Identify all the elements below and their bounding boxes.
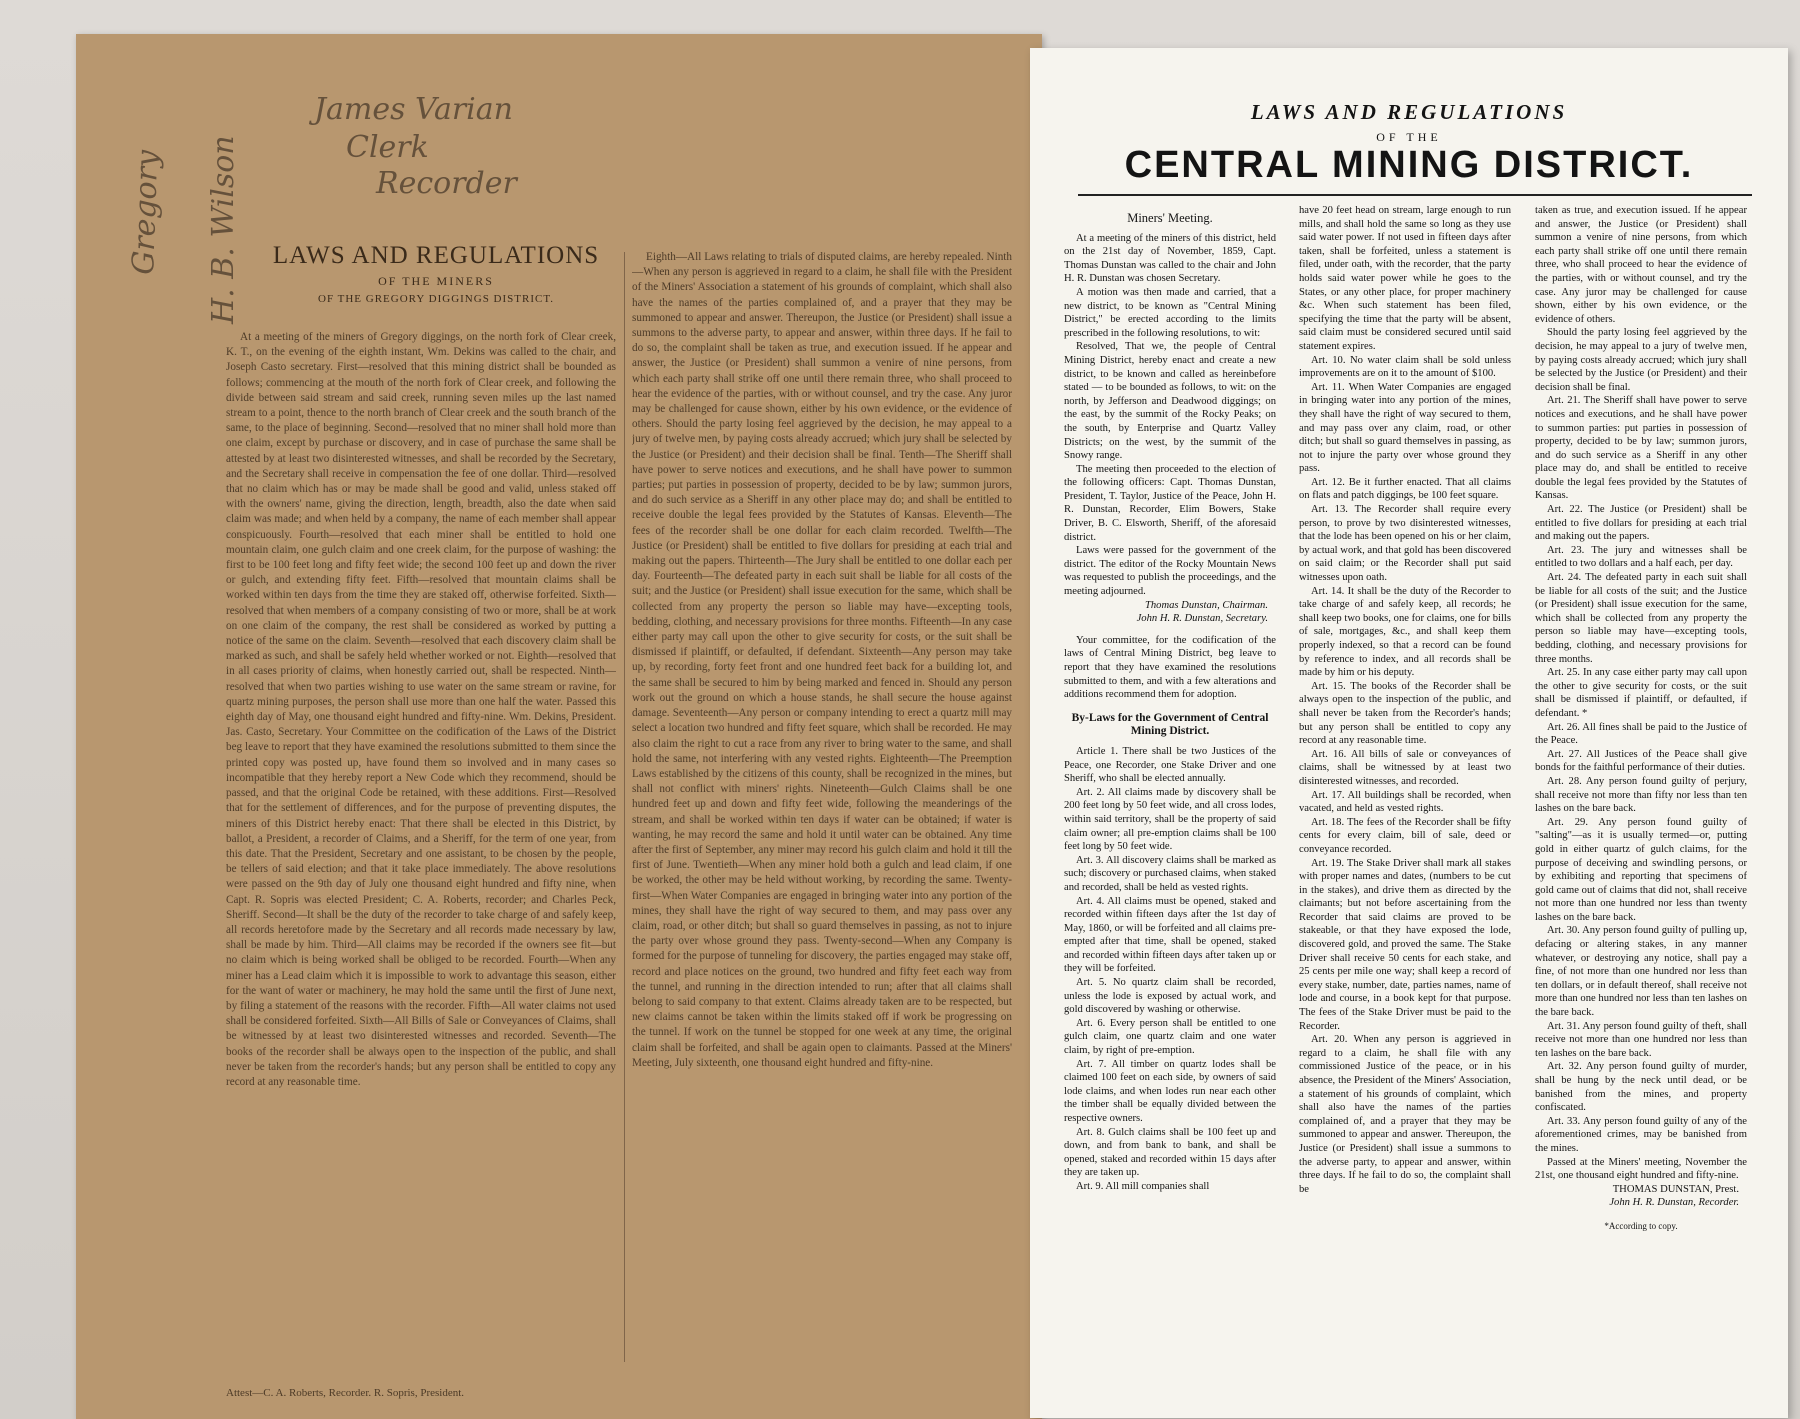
article: Art. 12. Be it further enacted. That all claims on flats and patch diggings, be 100 feet square.	[1299, 476, 1511, 502]
article: Art. 31. Any person found guilty of theft, shall receive not more than one hundred nor less than ten lashes on the bare back.	[1535, 1020, 1747, 1059]
paragraph: Should the party losing feel aggrieved by the decision, he may appeal to a jury of twelve men, by paying costs already accrued; which jury shall be selected by the Justice (or President) and their decision shall be final.	[1535, 327, 1747, 393]
footnote: *According to copy.	[1604, 1220, 1678, 1231]
article: Art. 17. All buildings shall be recorded, when vacated, and held as vested rights.	[1299, 789, 1511, 815]
article: Art. 14. It shall be the duty of the Recorder to take charge of and safely keep, all records; he shall keep two books, one for claims, one for bills of sale, mortgages, &c., and shall keep them properly indexed, so that a record can be found by reference to index, and all records shall be made by him or his deputy.	[1299, 585, 1511, 679]
article: Art. 8. Gulch claims shall be 100 feet up and down, and from bank to bank, and shall be opened, staked and recorded within 15 days after they are taken up.	[1064, 1126, 1276, 1179]
right-title: LAWS AND REGULATIONS	[1250, 100, 1568, 124]
left-subtitle: OF THE MINERS	[378, 274, 494, 288]
paragraph: At a meeting of the miners of this district, held on the 21st day of November, 1859, Capt. Thomas Dunstan was called to the chair and John H. R. Dunstan was chosen Secretary.	[1064, 232, 1276, 285]
left-title: LAWS AND REGULATIONS	[272, 242, 600, 269]
handwriting-line: Clerk	[346, 130, 429, 165]
paragraph: Passed at the Miners' meeting, November the 21st, one thousand eight hundred and fifty-nine.	[1535, 1156, 1747, 1182]
article: Art. 7. All timber on quartz lodes shall be claimed 100 feet on each side, by owners of said lode claims, and when lodes run near each other the timber shall be equally divided between the respective owners.	[1064, 1058, 1276, 1124]
article: Art. 32. Any person found guilty of murder, shall be hung by the neck until dead, or be banished from the mines, and property confiscated.	[1535, 1061, 1747, 1114]
article: Art. 22. The Justice (or President) shall be entitled to five dollars for presiding at each trial and making out the papers.	[1535, 504, 1747, 543]
article: Art. 11. When Water Companies are engaged in bringing water into any portion of the mines, they shall have the right of way secured to them, and may pass over any claim, road, or other ditch; but shall so guard themselves in passing, as not to injure the party over whose ground they pass.	[1299, 381, 1511, 475]
paragraph: Resolved, That we, the people of Central Mining District, hereby enact and create a new district, to be known and called as hereinbefore stated — to be bounded as follows, to wit: on the north, by Jefferson and Deadwood diggings; on the east, by the summit of the Rocky Peaks; on the south, by Enterprise and Quartz Valley Districts; on the west, by the summit of the Snowy range.	[1064, 341, 1276, 462]
reprint-document	[1030, 48, 1788, 1418]
paragraph: Your committee, for the codification of the laws of Central Mining District, beg leave to report that they have examined the resolutions submitted to them, and with a few alterations and additions recommend them for adoption.	[1064, 634, 1276, 701]
title-rule	[1078, 194, 1752, 196]
left-column-2	[632, 250, 1012, 1360]
article: Art. 5. No quartz claim shall be recorded, unless the lode is exposed by actual work, and gold discovered by washing or otherwise.	[1064, 977, 1276, 1016]
paragraph: have 20 feet head on stream, large enough to run mills, and shall hold the same so long as they use said water power. If not used in fifteen days after taken, shall be forfeited, unless a statement is filed, under oath, with the recorder, that the party holds said water power while he goes to the States, or any other place, for proper machinery &c. When such statement has been filed, specifying the time that the party will be absent, said claim must be considered secured until said statement expires.	[1299, 205, 1511, 352]
article: Art. 20. When any person is aggrieved in regard to a claim, he shall file with any commissioned Justice of the peace, or in his absence, the President of the Miners' Association, a statement of his grounds of complaint, which shall also have the names of the parties complained of, and a prayer that they may be summoned to appear and answer. Thereupon, the Justice (or President) shall issue a summons to the adverse party, to appear and answer, within three days. If he fail to do so, the complaint shall be	[1299, 1034, 1511, 1195]
article: Art. 23. The jury and witnesses shall be entitled to two dollars and a half each, per day.	[1535, 544, 1747, 570]
article: Art. 10. No water claim shall be sold unless improvements are on it to the amount of $100.	[1299, 354, 1511, 380]
article: Art. 33. Any person found guilty of any of the aforementioned crimes, may be banished from the mines.	[1535, 1115, 1747, 1154]
signature: Thomas Dunstan, Chairman.	[1144, 599, 1268, 611]
article: Art. 4. All claims must be opened, staked and recorded within fifteen days after the 1st day of May, 1860, or will be forfeited and all claims pre-empted after that time, shall be opened, staked and recorded within fifteen days after taken up or they will be forfeited.	[1064, 895, 1276, 975]
article: Art. 13. The Recorder shall require every person, to prove by two disinterested witnesses, that the lode has been opened on his or her claim, by actual work, and that gold has been discovered on said claim; or the Recorder shall put said witnesses upon oath.	[1299, 504, 1511, 584]
article: Art. 6. Every person shall be entitled to one gulch claim, one quartz claim and one water claim, by right of pre-emption.	[1064, 1017, 1276, 1057]
handwriting-line: Gregory	[126, 149, 166, 276]
article: Art. 16. All bills of sale or conveyances of claims, shall be witnessed by at least two disinterested witnesses, and recorded.	[1299, 748, 1511, 787]
article: Art. 27. All Justices of the Peace shall give bonds for the faithful performance of their duties.	[1535, 748, 1747, 774]
left-column-1-text: At a meeting of the miners of Gregory diggings, on the north fork of Clear creek, K. T., on the evening of the eighth instant, Wm. Dekins was called to the chair, and Joseph Casto secretary. First—resolved that this mining district shall be bounded as follows; commencing at the mouth of the north fork of Clear creek, and following the divide between said stream and said creek, running seven miles up the last named stream to a point, thence to the north branch of Clear creek and the south branch of the same, to the place of beginning. Second—resolved that no miner shall hold more than one claim, except by purchase or discovery, and in case of purchase the same shall be attested by at least two disinterested witnesses, and shall be recorded by the Secretary, and the Secretary shall receive in compensation the fee of one dollar. Third—resolved that no claim which has or may be made shall be good and valid, unless staked off with the owners' name, giving the direction, length, breadth, also the date when said claim was made; and when held by a company, the name of each member shall appear conspicuously. Fourth—resolved that each miner shall be entitled to hold one mountain claim, one gulch claim and one creek claim, for the purpose of washing: the first to be 100 feet long and fifty feet wide; the second 100 feet up and down the river or gulch, and extending fifty feet. Fifth—resolved that mountain claims shall be worked within ten days from the time they are staked off, otherwise forfeited. Sixth—resolved that when members of a company consisting of two or more, shall be at work on one claim of the company, the rest shall be considered as worked by putting a notice of the same on the claim. Seventh—resolved that each discovery claim shall be marked as such, and shall be safely held whether worked or not. Eighth—resolved that in all cases priority of claims, when honestly carried out, shall be respected. Ninth—resolved that when two parties wishing to use water on the same stream or ravine, for quartz mining purposes, the person shall use more than one half the water. Passed this eighth day of May, one thousand eight hundred and fifty-nine. Wm. Dekins, President. Jas. Casto, Secretary. Your Committee on the codification of the Laws of the District beg leave to report that they have examined the resolutions submitted to them since the printed copy was posted up, have found them so involved and in many cases so incompatible that they hereby report a New Code which they recommend, should be passed, and that the original Code be retained, with these additions. First—Resolved that for the settlement of differences, and for the purpose of preventing disputes, the miners of this District hereby enact: That there shall be elected in this District, by ballot, a President, a recorder of Claims, and a Sheriff, for the term of one year, from this date. That the President, Secretary and one assistant, to be chosen by the people, be tellers of said election; and that it take place immediately. The above resolutions were passed on the 9th day of July one thousand eight hundred and fifty nine, when Capt. R. Sopris was elected President; C. A. Roberts, recorder; and Charles Peck, Sheriff. Second—It shall be the duty of the recorder to take charge of and safely keep, all records heretofore made by the Secretary and all records made necessary by law, shall be made by him. Third—All claims may be recorded if the owners see fit—but no claim which is being worked shall be obliged to be recorded. Fourth—When any miner has a Lead claim which it is impossible to work to advantage this season, either for the want of water or machinery, he may hold the same until the first of June next, by filing a statement of the reasons with the recorder. Fifth—All water claims not used shall be considered forfeited. Sixth—All Bills of Sale or Conveyances of Claims, shall be witnessed by at least two disinterested witnesses and recorded. Seventh—The books of the recorder shall be always open to the inspection of the public, and shall never be taken from the recorder's hands; but any person shall be entitled to copy any record at any reasonable time.	[226, 331, 616, 1088]
handwriting-line: James Varian	[314, 92, 513, 127]
article: Art. 30. Any person found guilty of pulling up, defacing or altering stakes, in any manner whatever, or destroying any notice, shall pay a fine, of not more than one hundred nor less than ten dollars, or in default thereof, shall receive not more than one hundred nor less than ten lashes on the bare back.	[1535, 925, 1747, 1019]
article: Art. 2. All claims made by discovery shall be 200 feet long by 50 feet wide, and all cross lodes, within said territory, shall be the property of said claim owner; all pre-emption claims shall be 100 feet long by 50 feet wide.	[1064, 786, 1276, 853]
signature: John H. R. Dunstan, Recorder.	[1609, 1197, 1739, 1209]
paragraph: A motion was then made and carried, that a new district, to be known as "Central Mining District," be erected according to the limits prescribed in the following resolutions, to wit:	[1064, 286, 1276, 339]
right-column-3	[1535, 204, 1747, 1414]
article: Art. 18. The fees of the Recorder shall be fifty cents for every claim, bill of sale, deed or conveyance recorded.	[1299, 816, 1511, 855]
article: Art. 21. The Sheriff shall have power to serve notices and executions, and he shall have power to summon parties: put parties in possession of property, decided to be by law; summon jurors, and do such service as a Sheriff in any other place may do, and shall be entitled to receive double the legal fees provided by the Statutes of Kansas.	[1535, 395, 1747, 502]
paragraph: The meeting then proceeded to the election of the following officers: Capt. Thomas Dunstan, President, T. Taylor, Justice of the Peace, John H. R. Dunstan, Recorder, Elim Bowers, Stake Driver, B. C. Elsworth, Sheriff, of the aforesaid district.	[1064, 463, 1276, 543]
article: Art. 24. The defeated party in each suit shall be liable for all costs of the suit; and the Justice (or President) shall issue execution for the same, which shall be collected from any property the person so liable may have—excepting tools, bedding, clothing, and necessary provisions for three months.	[1535, 572, 1747, 665]
signature: John H. R. Dunstan, Secretary.	[1136, 613, 1268, 625]
section-heading: By-Laws for the Government of Central Mining District.	[1071, 711, 1269, 738]
article: Article 1. There shall be two Justices of the Peace, one Recorder, one Stake Driver and one Sheriff, who shall be elected annually.	[1064, 745, 1276, 785]
section-heading: Miners' Meeting.	[1127, 211, 1213, 225]
article: Art. 15. The books of the Recorder shall be always open to the inspection of the public, and shall never be taken from the Recorder's hands; but any person shall be entitled to copy any record at any reasonable time.	[1299, 680, 1511, 747]
left-subtitle-2: OF THE GREGORY DIGGINGS DISTRICT.	[318, 293, 554, 305]
paragraph: taken as true, and execution issued. If he appear and answer, the Justice (or President) shall summon a venire of nine persons, from which each party shall strike off one until there remain three, who shall proceed to hear the evidence of the parties, with or without counsel, and try the case. Any juror may be challenged for cause shown, either by his own evidence, or the evidence of others.	[1535, 205, 1747, 325]
right-column-2	[1299, 204, 1511, 1414]
right-column-1	[1064, 204, 1276, 1414]
article: Art. 19. The Stake Driver shall mark all stakes with proper names and dates, (numbers to be cut in the stakes), and drive them as directed by the claimants; but not before ascertaining from the Recorder that said claims are proved to be stakeable, or that they have exposed the lode, discovered gold, and proved the same. The Stake Driver shall receive 50 cents for each stake, and 25 cents per mile one way; shall keep a record of every stake, number, date, parties names, name of lode and course, in a book kept for that purpose. The fees of the Stake Driver must be paid to the Recorder.	[1299, 857, 1511, 1032]
left-masthead	[246, 242, 626, 305]
left-footer: Attest—C. A. Roberts, Recorder. R. Sopris, President.	[226, 1387, 465, 1399]
right-subtitle: OF THE	[1376, 130, 1442, 144]
aged-document	[76, 34, 1042, 1419]
article: Art. 3. All discovery claims shall be marked as such; discovery or purchased claims, when staked and recorded, shall be held as vested rights.	[1064, 854, 1276, 893]
article: Art. 9. All mill companies shall	[1076, 1180, 1210, 1192]
column-divider	[624, 252, 625, 1362]
article: Art. 26. All fines shall be paid to the Justice of the Peace.	[1535, 721, 1747, 747]
paragraph: Laws were passed for the government of the district. The editor of the Rocky Mountain News was requested to publish the proceedings, and the meeting adjourned.	[1064, 545, 1276, 598]
handwriting-line: Recorder	[376, 166, 517, 201]
left-column-1	[226, 330, 616, 1365]
right-district-title: CENTRAL MINING DISTRICT.	[1124, 144, 1694, 186]
handwriting-line: H. B. Wilson	[206, 135, 241, 324]
signature: THOMAS DUNSTAN, Prest.	[1612, 1183, 1739, 1195]
left-column-2-text: Eighth—All Laws relating to trials of disputed claims, are hereby repealed. Ninth—When any person is aggrieved in regard to a claim, he shall file with the President of the Miners' Association a statement of his grounds of complaint, which shall also have the names of the parties complained of, and a prayer that they may be summoned to appear and answer. Thereupon, the Justice (or President) shall issue a summons to the adverse party, to appear and answer, within three days. If he fail to do so, the complaint shall be taken as true, and execution issued. If he appear and answer, the Justice (or President) shall summon a venire of nine persons, from which each party shall strike off one until there remain three, who shall proceed to hear the evidence of the parties, with or without counsel, and try the case. Any juror may be challenged for cause shown, either by his own evidence, or the evidence of others. Should the party losing feel aggrieved by the decision, he may appeal to a jury of twelve men, by paying costs already accrued; which jury shall be selected by the Justice (or President) and their decision shall be final. Tenth—The Sheriff shall have power to serve notices and executions, and he shall have power to summon parties; put parties in possession of property, decided to be by law; summon jurors, and do such service as a Sheriff in any other place may do; and shall be entitled to receive double the legal fees provided by the Statutes of Kansas. Eleventh—The fees of the recorder shall be one dollar for each claim recorded. Twelfth—The Justice (or President) shall be entitled to five dollars for presiding at each trial and making out the papers. Thirteenth—The Jury shall be entitled to one dollar each per day. Fourteenth—The defeated party in each suit shall be liable for all costs of the suit; and the Justice (or President) shall issue execution for the same, which shall be collected from any property the person so liable may have—excepting tools, bedding, clothing, and necessary provisions for three months. Fifteenth—In any case either party may call upon the other to give security for costs, or the suit shall be dismissed if plaintiff, or defaulted, if defendant. Sixteenth—Any person may take up, by recording, forty feet front and one hundred feet back for a building lot, and the same shall be secured to him by being marked and fenced in. Should any person work out the ground on which a house stands, he shall secure the house against damage. Seventeenth—Any person or company intending to erect a quartz mill may select a location two hundred and fifty feet square, which shall be recorded. He may also claim the right to cut a race from any river to bring water to the same, and shall hold the same, not interfering with any vested rights. Eighteenth—The Preemption Laws established by the citizens of this county, shall be recognized in the mines, but shall not conflict with miners' rights. Nineteenth—Gulch Claims shall be one hundred feet up and down and fifty feet wide, following the meanderings of the stream, and shall be worked within ten days if water can be obtained; if water is wanting, he may record the same and hold it until water can be obtained. Any time after the first of September, any miner may record his gulch claim and hold it till the first of June. Twentieth—When any miner hold both a gulch and lead claim, if one be worked, the other may be held without working, by recording the same. Twenty-first—When Water Companies are engaged in bringing water into any portion of the mines, they shall have the right of way secured to them, and may pass over any claim, road, or other ditch; but shall so guard themselves in passing, as not to injure the party over whose ground they pass. Twenty-second—When any Company is formed for the purpose of tunneling for discovery, the parties engaged may stake off, record and place notices on the ground, two hundred and fifty feet each way from the tunnel, and running in the direction intended to run; after that all claims shall belong to said company to that extent. Claims already taken are to be respected, but new claims cannot be taken within the limits staked off if work be progressing on the tunnel. If work on the tunnel be stopped for one week at any time, the original claim shall be forfeited, and shall be again open to claimants. Passed at the Miners' Meeting, July sixteenth, one thousand eight hundred and fifty-nine.	[632, 251, 1012, 1069]
article: Art. 29. Any person found guilty of "salting"—as it is usually termed—or, putting gold in either quartz of gulch claims, for the purpose of deceiving and swindling persons, or by exhibiting and reporting that specimens of gold came out of claims that did not, shall receive not more than one hundred nor less than twenty lashes on the bare back.	[1535, 816, 1747, 923]
article: Art. 25. In any case either party may call upon the other to give security for costs, or the suit shall be dismissed if plaintiff, or defaulted, if defendant. *	[1535, 667, 1747, 719]
article: Art. 28. Any person found guilty of perjury, shall receive not more than fifty nor less than ten lashes on the bare back.	[1535, 775, 1747, 815]
